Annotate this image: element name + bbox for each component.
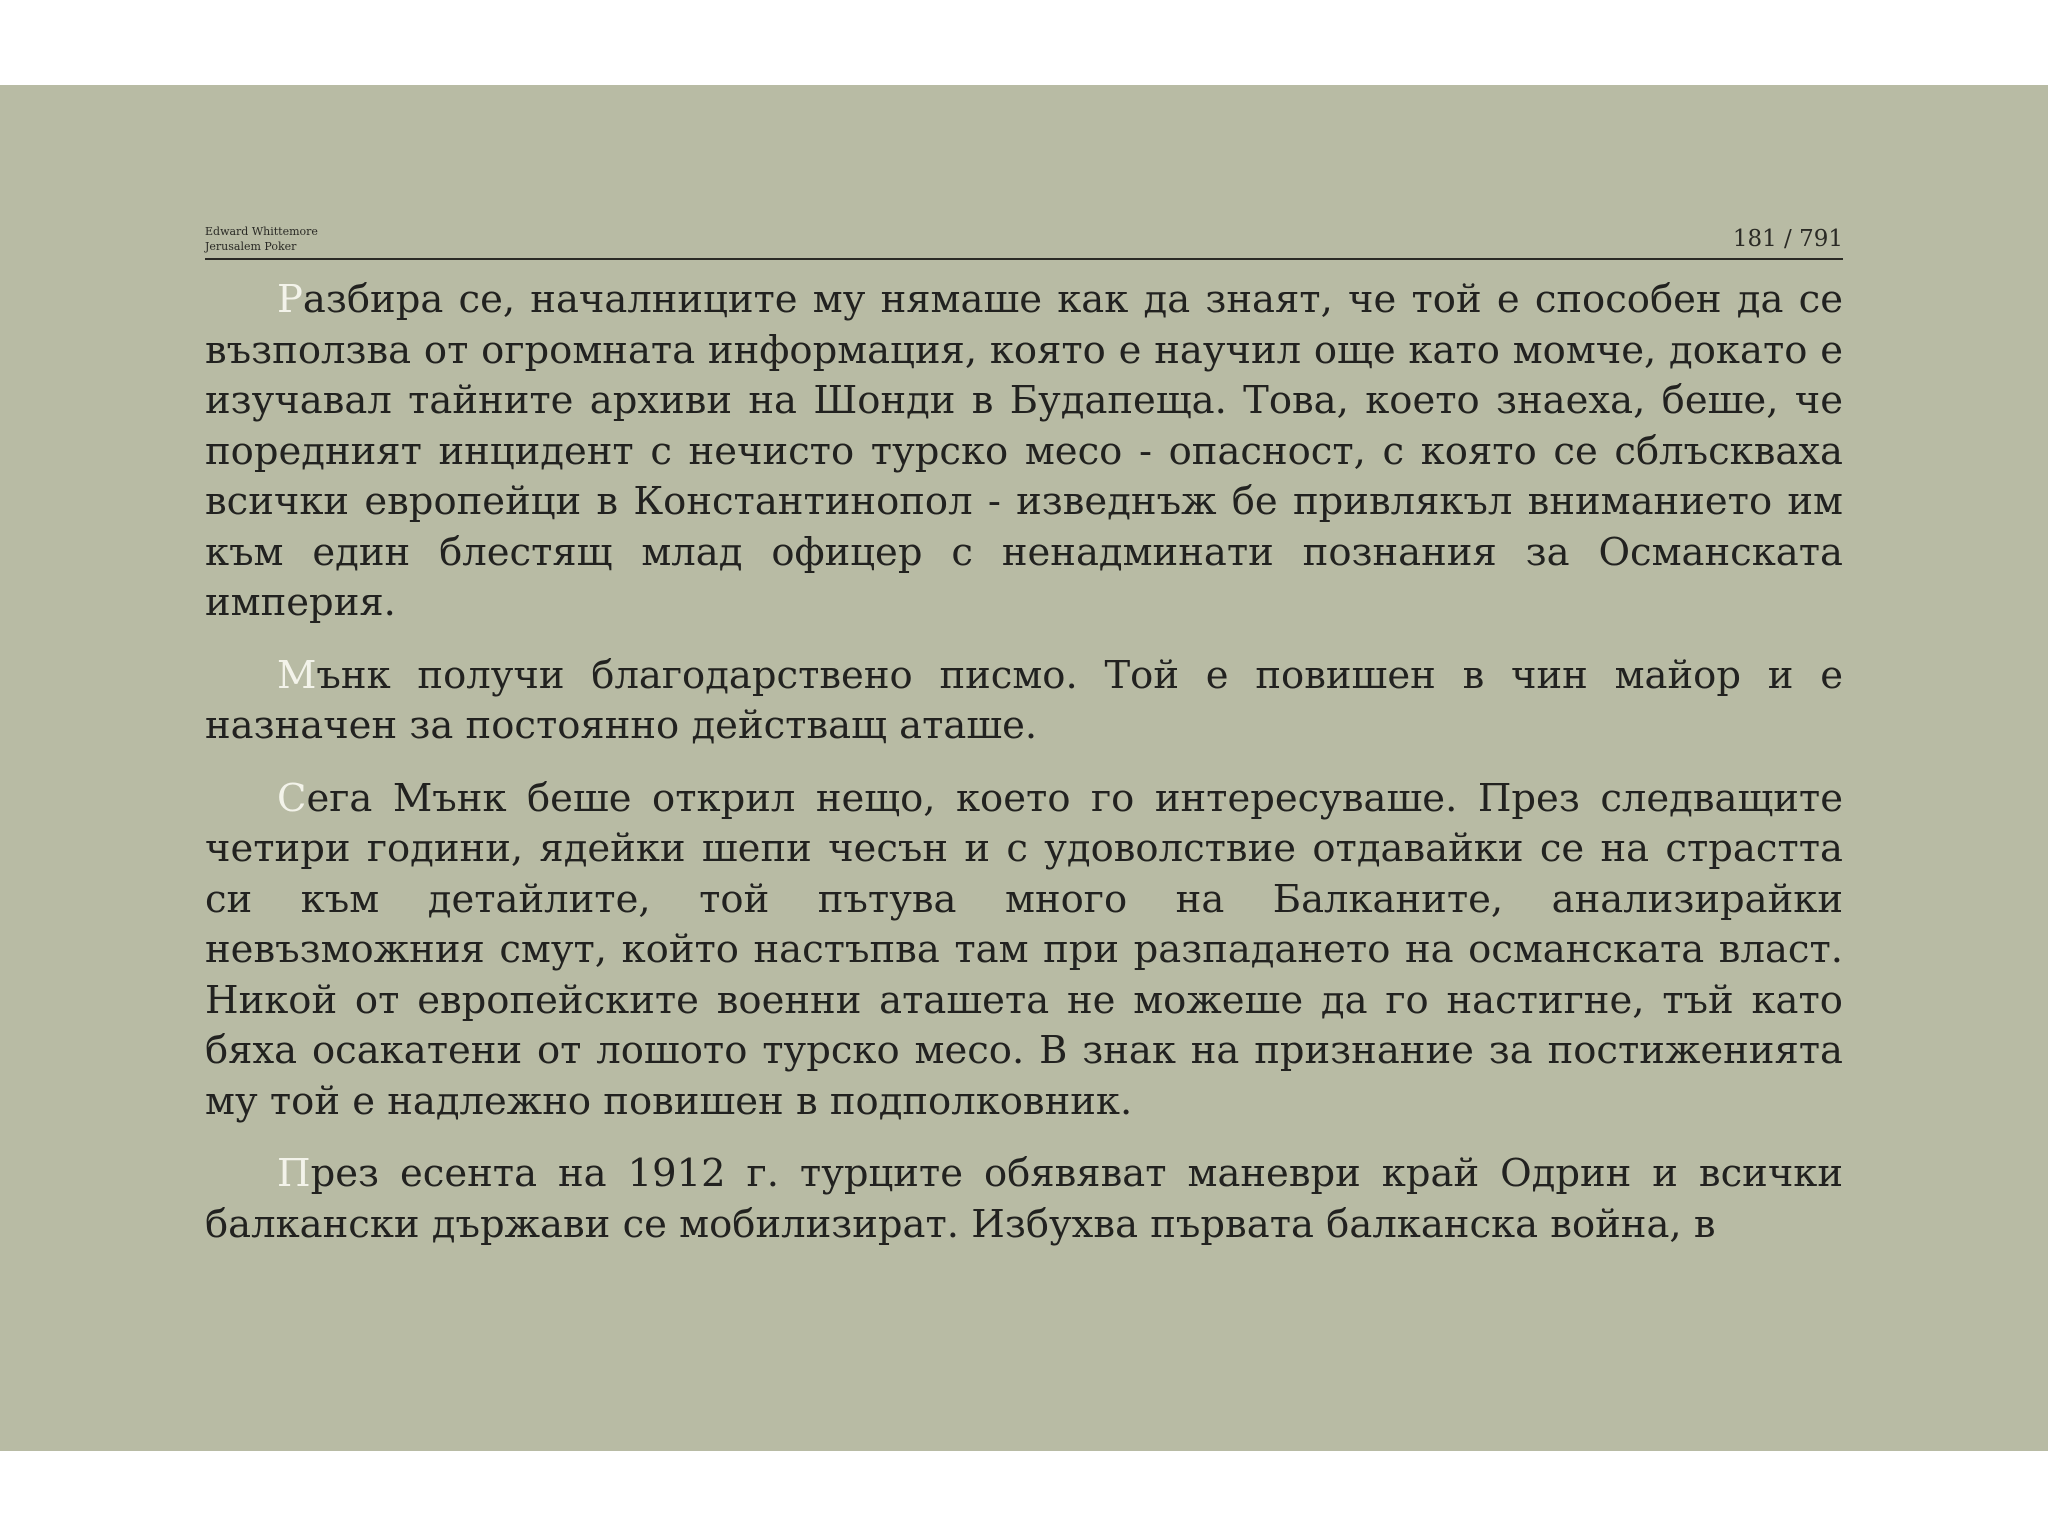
paragraph <box>205 651 1843 752</box>
author-name: Edward Whittemore <box>205 225 318 238</box>
book-title: Jerusalem Poker <box>205 240 297 253</box>
paragraph <box>205 275 1843 629</box>
paragraph <box>205 1149 1843 1250</box>
paragraph-text: ега Мънк беше открил нещо, което го интересуваше. През следващите четири години, ядейки шепи чесън и с удоволствие отдавайки се на страстта си към детайлите, той пътува много на Балканите, анализирайки невъзможния смут, който настъпва там при разпадането на османската власт. Никой от европейските военни аташета не можеше да го настигне, тъй като бяха осакатени от лошото турско месо. В знак на признание за постиженията му той е надлежно повишен в подполковник. <box>205 775 1843 1124</box>
paragraph-text: ънк получи благодарствено писмо. Той е повишен в чин майор и е назначен за постоянно действащ аташе. <box>205 652 1843 748</box>
paragraph-text: рез есента на 1912 г. турците обявяват маневри край Одрин и всички балкански държави се мобилизират. Избухва първата балканска война, в <box>205 1151 1843 1247</box>
paragraph <box>205 774 1843 1128</box>
initial-letter: П <box>277 1151 311 1196</box>
page-header <box>205 138 1843 260</box>
page-body <box>205 275 1843 1272</box>
book-info <box>205 224 318 254</box>
page-indicator: 181 / 791 <box>1732 226 1843 252</box>
paragraph-text: азбира се, началниците му нямаше как да знаят, че той е способен да се възползва от огромната информация, която е научил още като момче, докато е изучавал тайните архиви на Шонди в Будапеща. Това, което знаеха, беше, че поредният инцидент с нечисто турско месо - опасност, с която се сблъскваха всички европейци в Константинопол - изведнъж бе привлякъл вниманието им към един блестящ млад офицер с ненадминати познания за Османската империя. <box>205 277 1843 625</box>
initial-letter: Р <box>277 277 303 322</box>
initial-letter: С <box>277 775 307 821</box>
initial-letter: М <box>277 652 317 698</box>
